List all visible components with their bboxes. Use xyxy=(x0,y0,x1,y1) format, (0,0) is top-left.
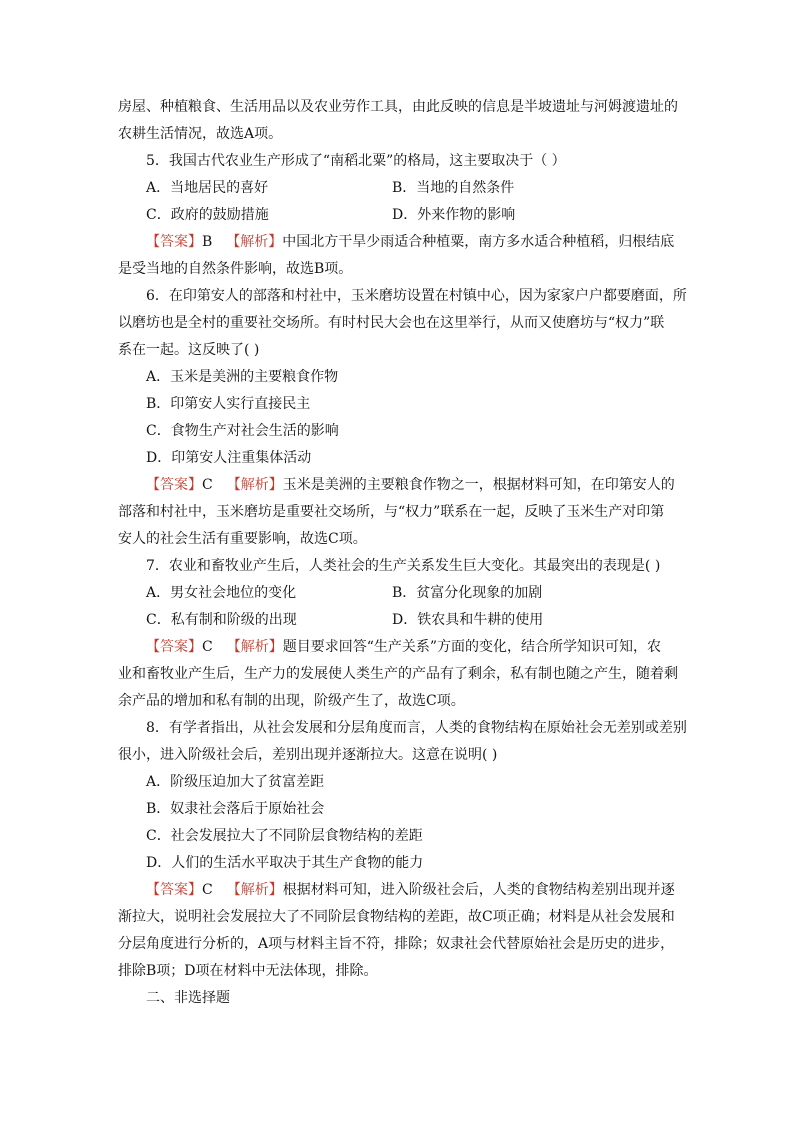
q8-option-c: C．社会发展拉大了不同阶层食物结构的差距 xyxy=(146,828,423,844)
analysis-tag: 【解析】 xyxy=(226,882,283,898)
q7-option-b: B．贫富分化现象的加剧 xyxy=(392,585,543,601)
q7-analysis-1: 题目要求回答“生产关系”方面的变化，结合所学知识可知，农 xyxy=(282,639,662,655)
answer-tag: 【答案】 xyxy=(146,234,202,250)
analysis-tag: 【解析】 xyxy=(226,234,283,250)
q7-answer-line xyxy=(118,634,678,661)
intro-line-2: 农耕生活情况，故选A项。 xyxy=(118,126,283,142)
q7-analysis-3: 余产品的增加和私有制的出现，阶级产生了，故选C项。 xyxy=(118,693,465,709)
q8-option-a: A．阶级压迫加大了贫富差距 xyxy=(146,774,325,790)
q5-options-row-1 xyxy=(118,175,678,202)
section-heading: 二、非选择题 xyxy=(146,990,230,1006)
q5-answer-line xyxy=(118,229,678,256)
q8-stem-2: 很小，进入阶级社会后，差别出现并逐渐拉大。这意在说明( ) xyxy=(118,747,498,763)
q5-analysis-1: 中国北方干旱少雨适合种植粟，南方多水适合种植稻，归根结底 xyxy=(282,234,675,250)
q5-answer: B xyxy=(202,234,213,250)
q8-answer: C xyxy=(202,882,213,898)
q8-option-b: B．奴隶社会落后于原始社会 xyxy=(146,801,325,817)
q6-stem-1: 6．在印第安人的部落和村社中，玉米磨坊设置在村镇中心，因为家家户户都要磨面，所 xyxy=(146,288,687,304)
q8-analysis-1: 根据材料可知，进入阶级社会后，人类的食物结构差别出现并逐 xyxy=(282,882,675,898)
q7-option-c: C．私有制和阶级的出现 xyxy=(146,612,297,628)
q8-analysis-4: 排除B项；D项在材料中无法体现，排除。 xyxy=(118,963,378,979)
analysis-tag: 【解析】 xyxy=(226,477,283,493)
q5-options-row-2 xyxy=(118,202,678,229)
q7-option-a: A．男女社会地位的变化 xyxy=(146,585,297,601)
q8-answer-line xyxy=(118,877,678,904)
q6-option-d: D．印第安人注重集体活动 xyxy=(146,450,312,466)
q8-analysis-2: 渐拉大，说明社会发展拉大了不同阶层食物结构的差距，故C项正确；材料是从社会发展和 xyxy=(118,909,675,925)
q5-option-c: C．政府的鼓励措施 xyxy=(146,207,269,223)
q5-stem: 5．我国古代农业生产形成了“南稻北粟”的格局，这主要取决于（ ） xyxy=(146,153,566,169)
q6-stem-2: 以磨坊也是全村的重要社交场所。有时村民大会也在这里举行，从而又使磨坊与“权力”联 xyxy=(118,315,665,331)
q6-stem-3: 系在一起。这反映了( ) xyxy=(118,342,260,358)
q6-answer: C xyxy=(202,477,213,493)
q5-option-d: D．外来作物的影响 xyxy=(392,207,516,223)
answer-tag: 【答案】 xyxy=(146,639,202,655)
q6-option-b: B．印第安人实行直接民主 xyxy=(146,396,311,412)
q5-analysis-2: 是受当地的自然条件影响，故选B项。 xyxy=(118,261,353,277)
q6-analysis-3: 安人的社会生活有重要影响，故选C项。 xyxy=(118,531,367,547)
document-page xyxy=(118,94,687,1012)
q8-analysis-3: 分层角度进行分析的，A项与材料主旨不符，排除；奴隶社会代替原始社会是历史的进步， xyxy=(118,936,675,952)
q6-analysis-1: 玉米是美洲的主要粮食作物之一，根据材料可知，在印第安人的 xyxy=(282,477,675,493)
q7-options-row-2 xyxy=(118,607,678,634)
q5-option-a: A．当地居民的喜好 xyxy=(146,180,269,196)
q5-option-b: B．当地的自然条件 xyxy=(392,180,515,196)
q6-option-c: C．食物生产对社会生活的影响 xyxy=(146,423,339,439)
q8-stem-1: 8．有学者指出，从社会发展和分层角度而言，人类的食物结构在原始社会无差别或差别 xyxy=(146,720,687,736)
answer-tag: 【答案】 xyxy=(146,477,202,493)
q7-stem: 7．农业和畜牧业产生后，人类社会的生产关系发生巨大变化。其最突出的表现是( ) xyxy=(146,558,661,574)
q7-options-row-1 xyxy=(118,580,678,607)
q7-option-d: D．铁农具和牛耕的使用 xyxy=(392,612,544,628)
answer-tag: 【答案】 xyxy=(146,882,202,898)
q6-answer-line xyxy=(118,472,678,499)
q8-option-d: D．人们的生活水平取决于其生产食物的能力 xyxy=(146,855,424,871)
q6-analysis-2: 部落和村社中，玉米磨坊是重要社交场所，与“权力”联系在一起，反映了玉米生产对印第 xyxy=(118,504,665,520)
q7-answer: C xyxy=(202,639,213,655)
q6-option-a: A．玉米是美洲的主要粮食作物 xyxy=(146,369,339,385)
intro-line-1: 房屋、种植粮食、生活用品以及农业劳作工具，由此反映的信息是半坡遗址与河姆渡遗址的 xyxy=(118,99,678,115)
q7-analysis-2: 业和畜牧业产生后，生产力的发展使人类生产的产品有了剩余，私有制也随之产生，随着剩 xyxy=(118,666,678,682)
analysis-tag: 【解析】 xyxy=(226,639,283,655)
